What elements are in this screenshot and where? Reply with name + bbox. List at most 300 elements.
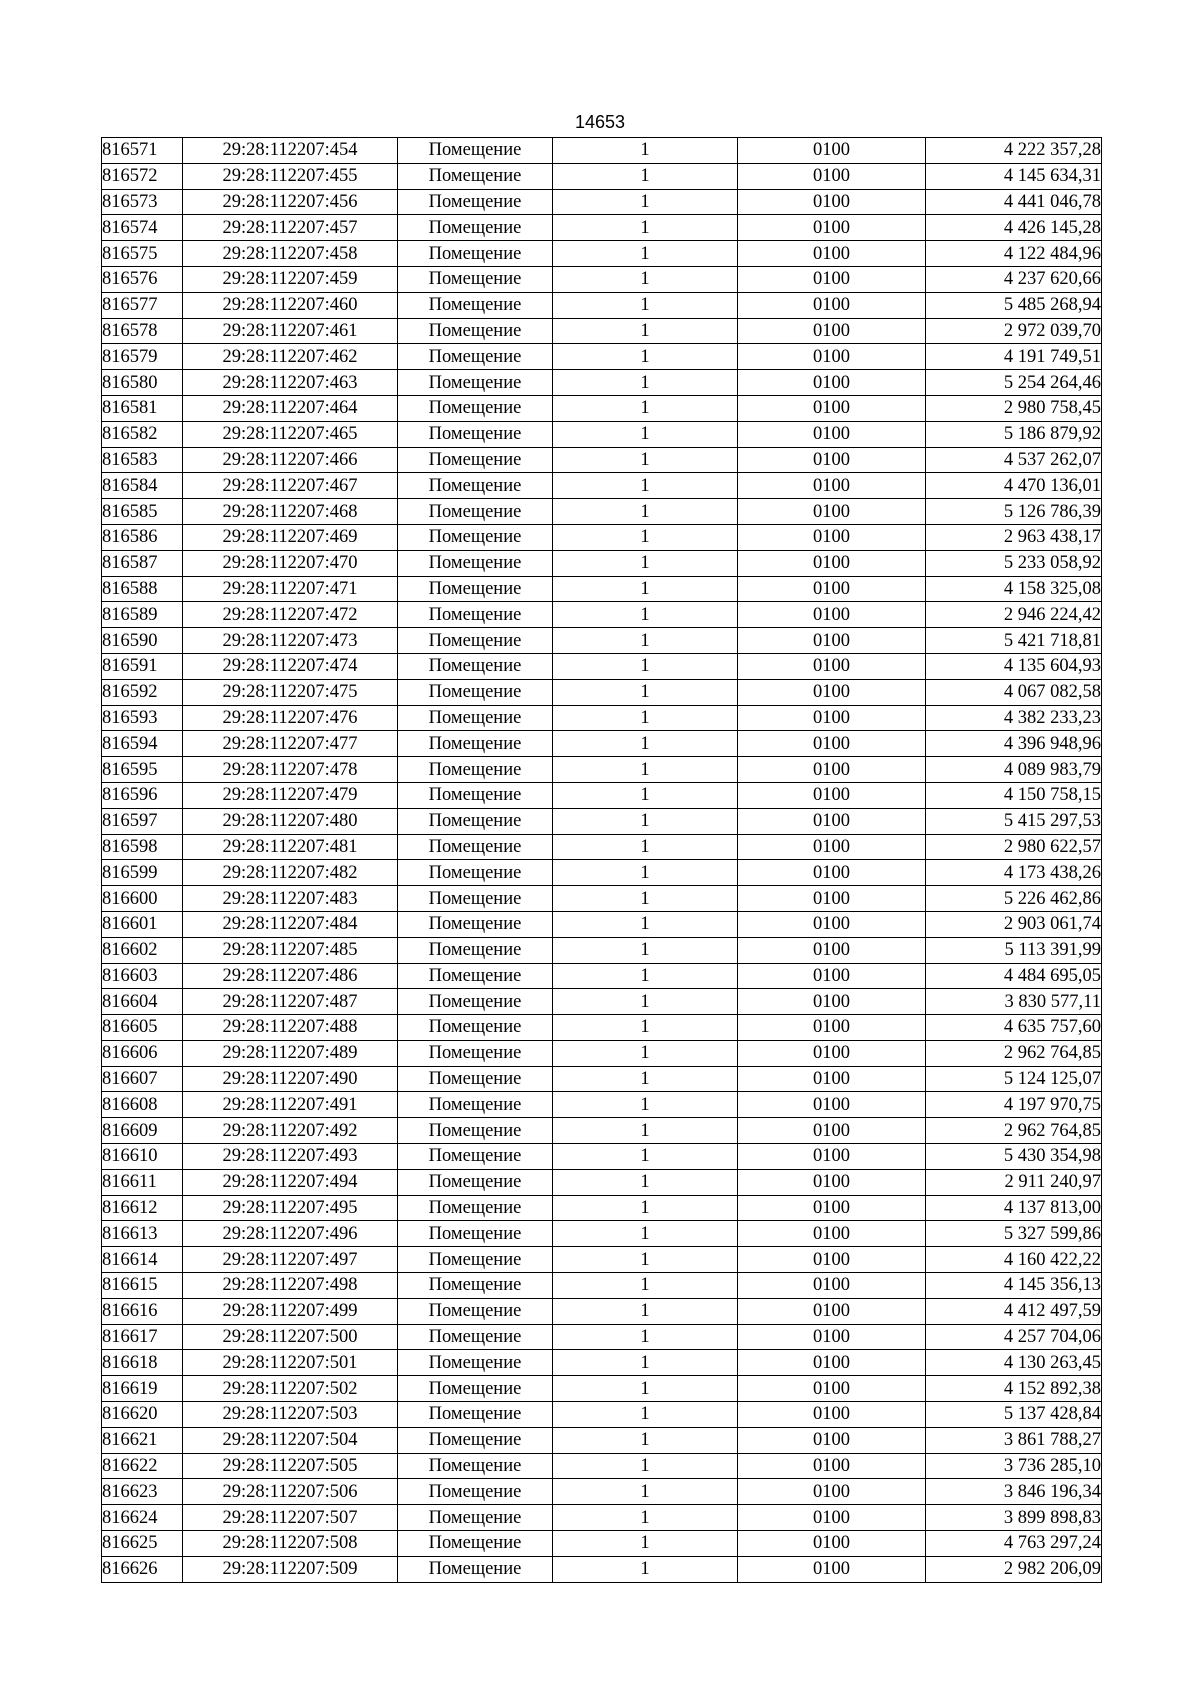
code-cell: 0100: [738, 731, 926, 757]
count-cell: 1: [553, 1015, 738, 1041]
cadastral-number-cell: 29:28:112207:501: [183, 1350, 398, 1376]
row-number-cell: 816588: [102, 576, 183, 602]
count-cell: 1: [553, 731, 738, 757]
object-type-cell: Помещение: [398, 628, 553, 654]
row-number-cell: 816575: [102, 241, 183, 267]
cadastral-number-cell: 29:28:112207:467: [183, 473, 398, 499]
count-cell: 1: [553, 1118, 738, 1144]
cadastral-value-cell: 2 980 758,45: [926, 395, 1102, 421]
object-type-cell: Помещение: [398, 886, 553, 912]
code-cell: 0100: [738, 1505, 926, 1531]
code-cell: 0100: [738, 679, 926, 705]
object-type-cell: Помещение: [398, 963, 553, 989]
object-type-cell: Помещение: [398, 189, 553, 215]
table-row: [102, 370, 1102, 396]
code-cell: 0100: [738, 215, 926, 241]
row-number-cell: 816573: [102, 189, 183, 215]
cadastral-number-cell: 29:28:112207:497: [183, 1247, 398, 1273]
code-cell: 0100: [738, 860, 926, 886]
row-number-cell: 816610: [102, 1144, 183, 1170]
row-number-cell: 816571: [102, 138, 183, 164]
code-cell: 0100: [738, 757, 926, 783]
object-type-cell: Помещение: [398, 318, 553, 344]
cadastral-value-cell: 4 145 634,31: [926, 163, 1102, 189]
table-row: [102, 1015, 1102, 1041]
row-number-cell: 816599: [102, 860, 183, 886]
cadastral-number-cell: 29:28:112207:459: [183, 266, 398, 292]
object-type-cell: Помещение: [398, 499, 553, 525]
row-number-cell: 816596: [102, 782, 183, 808]
table-row: [102, 550, 1102, 576]
cadastral-number-cell: 29:28:112207:496: [183, 1221, 398, 1247]
cadastral-value-cell: 4 470 136,01: [926, 473, 1102, 499]
row-number-cell: 816625: [102, 1531, 183, 1557]
object-type-cell: Помещение: [398, 1040, 553, 1066]
cadastral-value-cell: 3 736 285,10: [926, 1453, 1102, 1479]
code-cell: 0100: [738, 499, 926, 525]
object-type-cell: Помещение: [398, 679, 553, 705]
row-number-cell: 816607: [102, 1066, 183, 1092]
table-row: [102, 473, 1102, 499]
table-row: [102, 524, 1102, 550]
cadastral-value-cell: 5 126 786,39: [926, 499, 1102, 525]
cadastral-value-cell: 4 382 233,23: [926, 705, 1102, 731]
cadastral-value-cell: 4 257 704,06: [926, 1324, 1102, 1350]
count-cell: 1: [553, 602, 738, 628]
table-row: [102, 189, 1102, 215]
row-number-cell: 816594: [102, 731, 183, 757]
count-cell: 1: [553, 421, 738, 447]
cadastral-value-cell: 4 484 695,05: [926, 963, 1102, 989]
cadastral-number-cell: 29:28:112207:462: [183, 344, 398, 370]
count-cell: 1: [553, 1298, 738, 1324]
cadastral-value-cell: 4 173 438,26: [926, 860, 1102, 886]
cadastral-number-cell: 29:28:112207:479: [183, 782, 398, 808]
code-cell: 0100: [738, 447, 926, 473]
object-type-cell: Помещение: [398, 653, 553, 679]
count-cell: 1: [553, 1273, 738, 1299]
row-number-cell: 816605: [102, 1015, 183, 1041]
table-row: [102, 705, 1102, 731]
cadastral-value-cell: 4 396 948,96: [926, 731, 1102, 757]
code-cell: 0100: [738, 886, 926, 912]
cadastral-value-cell: 5 233 058,92: [926, 550, 1102, 576]
table-row: [102, 1402, 1102, 1428]
cadastral-number-cell: 29:28:112207:480: [183, 808, 398, 834]
cadastral-value-cell: 4 135 604,93: [926, 653, 1102, 679]
count-cell: 1: [553, 1350, 738, 1376]
count-cell: 1: [553, 344, 738, 370]
code-cell: 0100: [738, 937, 926, 963]
row-number-cell: 816589: [102, 602, 183, 628]
row-number-cell: 816591: [102, 653, 183, 679]
code-cell: 0100: [738, 1453, 926, 1479]
table-row: [102, 679, 1102, 705]
cadastral-number-cell: 29:28:112207:486: [183, 963, 398, 989]
object-type-cell: Помещение: [398, 163, 553, 189]
cadastral-number-cell: 29:28:112207:487: [183, 989, 398, 1015]
table-row: [102, 1092, 1102, 1118]
cadastral-value-cell: 2 963 438,17: [926, 524, 1102, 550]
row-number-cell: 816606: [102, 1040, 183, 1066]
table-row: [102, 1169, 1102, 1195]
cadastral-value-cell: 5 137 428,84: [926, 1402, 1102, 1428]
object-type-cell: Помещение: [398, 138, 553, 164]
table-row: [102, 344, 1102, 370]
object-type-cell: Помещение: [398, 370, 553, 396]
object-type-cell: Помещение: [398, 473, 553, 499]
object-type-cell: Помещение: [398, 705, 553, 731]
count-cell: 1: [553, 679, 738, 705]
code-cell: 0100: [738, 1092, 926, 1118]
table-row: [102, 1376, 1102, 1402]
code-cell: 0100: [738, 524, 926, 550]
object-type-cell: Помещение: [398, 1092, 553, 1118]
cadastral-number-cell: 29:28:112207:494: [183, 1169, 398, 1195]
row-number-cell: 816579: [102, 344, 183, 370]
cadastral-number-cell: 29:28:112207:481: [183, 834, 398, 860]
code-cell: 0100: [738, 550, 926, 576]
cadastral-value-cell: 4 122 484,96: [926, 241, 1102, 267]
cadastral-value-cell: 4 130 263,45: [926, 1350, 1102, 1376]
object-type-cell: Помещение: [398, 1195, 553, 1221]
table-row: [102, 499, 1102, 525]
row-number-cell: 816618: [102, 1350, 183, 1376]
code-cell: 0100: [738, 370, 926, 396]
cadastral-number-cell: 29:28:112207:463: [183, 370, 398, 396]
row-number-cell: 816623: [102, 1479, 183, 1505]
count-cell: 1: [553, 1427, 738, 1453]
cadastral-value-cell: 5 254 264,46: [926, 370, 1102, 396]
cadastral-number-cell: 29:28:112207:483: [183, 886, 398, 912]
code-cell: 0100: [738, 1350, 926, 1376]
object-type-cell: Помещение: [398, 1169, 553, 1195]
code-cell: 0100: [738, 911, 926, 937]
cadastral-number-cell: 29:28:112207:484: [183, 911, 398, 937]
count-cell: 1: [553, 1066, 738, 1092]
count-cell: 1: [553, 576, 738, 602]
cadastral-value-cell: 4 635 757,60: [926, 1015, 1102, 1041]
count-cell: 1: [553, 292, 738, 318]
object-type-cell: Помещение: [398, 1273, 553, 1299]
object-type-cell: Помещение: [398, 266, 553, 292]
count-cell: 1: [553, 937, 738, 963]
count-cell: 1: [553, 499, 738, 525]
table-row: [102, 1195, 1102, 1221]
code-cell: 0100: [738, 473, 926, 499]
code-cell: 0100: [738, 782, 926, 808]
table-row: [102, 421, 1102, 447]
object-type-cell: Помещение: [398, 731, 553, 757]
cadastral-number-cell: 29:28:112207:464: [183, 395, 398, 421]
count-cell: 1: [553, 1092, 738, 1118]
code-cell: 0100: [738, 1402, 926, 1428]
row-number-cell: 816626: [102, 1556, 183, 1582]
count-cell: 1: [553, 1144, 738, 1170]
table-row: [102, 576, 1102, 602]
cadastral-value-cell: 4 150 758,15: [926, 782, 1102, 808]
object-type-cell: Помещение: [398, 395, 553, 421]
cadastral-number-cell: 29:28:112207:460: [183, 292, 398, 318]
table-row: [102, 731, 1102, 757]
object-type-cell: Помещение: [398, 1066, 553, 1092]
code-cell: 0100: [738, 1479, 926, 1505]
code-cell: 0100: [738, 318, 926, 344]
cadastral-number-cell: 29:28:112207:466: [183, 447, 398, 473]
table-row: [102, 1479, 1102, 1505]
code-cell: 0100: [738, 189, 926, 215]
cadastral-value-cell: 4 158 325,08: [926, 576, 1102, 602]
object-type-cell: Помещение: [398, 1144, 553, 1170]
cadastral-value-cell: 5 421 718,81: [926, 628, 1102, 654]
code-cell: 0100: [738, 421, 926, 447]
code-cell: 0100: [738, 1556, 926, 1582]
cadastral-value-cell: 4 197 970,75: [926, 1092, 1102, 1118]
count-cell: 1: [553, 395, 738, 421]
object-type-cell: Помещение: [398, 757, 553, 783]
cadastral-number-cell: 29:28:112207:470: [183, 550, 398, 576]
count-cell: 1: [553, 782, 738, 808]
table-row: [102, 602, 1102, 628]
row-number-cell: 816611: [102, 1169, 183, 1195]
row-number-cell: 816597: [102, 808, 183, 834]
cadastral-number-cell: 29:28:112207:472: [183, 602, 398, 628]
table-row: [102, 1350, 1102, 1376]
table-row: [102, 628, 1102, 654]
count-cell: 1: [553, 1505, 738, 1531]
table-row: [102, 782, 1102, 808]
cadastral-number-cell: 29:28:112207:498: [183, 1273, 398, 1299]
row-number-cell: 816620: [102, 1402, 183, 1428]
cadastral-value-cell: 4 152 892,38: [926, 1376, 1102, 1402]
code-cell: 0100: [738, 344, 926, 370]
table-row: [102, 860, 1102, 886]
object-type-cell: Помещение: [398, 1221, 553, 1247]
object-type-cell: Помещение: [398, 1118, 553, 1144]
cadastral-value-cell: 4 160 422,22: [926, 1247, 1102, 1273]
object-type-cell: Помещение: [398, 576, 553, 602]
object-type-cell: Помещение: [398, 1298, 553, 1324]
cadastral-number-cell: 29:28:112207:508: [183, 1531, 398, 1557]
cadastral-value-cell: 2 946 224,42: [926, 602, 1102, 628]
code-cell: 0100: [738, 292, 926, 318]
row-number-cell: 816616: [102, 1298, 183, 1324]
count-cell: 1: [553, 318, 738, 344]
cadastral-number-cell: 29:28:112207:507: [183, 1505, 398, 1531]
cadastral-number-cell: 29:28:112207:478: [183, 757, 398, 783]
code-cell: 0100: [738, 834, 926, 860]
count-cell: 1: [553, 653, 738, 679]
code-cell: 0100: [738, 1195, 926, 1221]
object-type-cell: Помещение: [398, 782, 553, 808]
cadastral-number-cell: 29:28:112207:503: [183, 1402, 398, 1428]
table-row: [102, 163, 1102, 189]
row-number-cell: 816585: [102, 499, 183, 525]
cadastral-number-cell: 29:28:112207:490: [183, 1066, 398, 1092]
cadastral-number-cell: 29:28:112207:458: [183, 241, 398, 267]
row-number-cell: 816574: [102, 215, 183, 241]
count-cell: 1: [553, 705, 738, 731]
code-cell: 0100: [738, 1040, 926, 1066]
count-cell: 1: [553, 473, 738, 499]
count-cell: 1: [553, 447, 738, 473]
count-cell: 1: [553, 1453, 738, 1479]
row-number-cell: 816608: [102, 1092, 183, 1118]
cadastral-number-cell: 29:28:112207:492: [183, 1118, 398, 1144]
code-cell: 0100: [738, 1376, 926, 1402]
object-type-cell: Помещение: [398, 292, 553, 318]
row-number-cell: 816580: [102, 370, 183, 396]
code-cell: 0100: [738, 1427, 926, 1453]
cadastral-number-cell: 29:28:112207:465: [183, 421, 398, 447]
row-number-cell: 816624: [102, 1505, 183, 1531]
table-row: [102, 1556, 1102, 1582]
table-row: [102, 1273, 1102, 1299]
table-row: [102, 1118, 1102, 1144]
cadastral-value-cell: 4 237 620,66: [926, 266, 1102, 292]
code-cell: 0100: [738, 1221, 926, 1247]
row-number-cell: 816604: [102, 989, 183, 1015]
object-type-cell: Помещение: [398, 524, 553, 550]
row-number-cell: 816576: [102, 266, 183, 292]
code-cell: 0100: [738, 576, 926, 602]
table-row: [102, 318, 1102, 344]
table-row: [102, 963, 1102, 989]
row-number-cell: 816581: [102, 395, 183, 421]
table-row: [102, 447, 1102, 473]
count-cell: 1: [553, 757, 738, 783]
table-row: [102, 834, 1102, 860]
cadastral-number-cell: 29:28:112207:506: [183, 1479, 398, 1505]
table-row: [102, 808, 1102, 834]
cadastral-value-cell: 2 980 622,57: [926, 834, 1102, 860]
cadastral-number-cell: 29:28:112207:469: [183, 524, 398, 550]
object-type-cell: Помещение: [398, 1324, 553, 1350]
count-cell: 1: [553, 215, 738, 241]
count-cell: 1: [553, 911, 738, 937]
count-cell: 1: [553, 1040, 738, 1066]
cadastral-value-cell: 4 537 262,07: [926, 447, 1102, 473]
count-cell: 1: [553, 1402, 738, 1428]
table-row: [102, 1298, 1102, 1324]
table-row: [102, 1144, 1102, 1170]
cadastral-value-cell: 5 415 297,53: [926, 808, 1102, 834]
object-type-cell: Помещение: [398, 1402, 553, 1428]
object-type-cell: Помещение: [398, 1015, 553, 1041]
object-type-cell: Помещение: [398, 834, 553, 860]
cadastral-value-cell: 5 124 125,07: [926, 1066, 1102, 1092]
cadastral-number-cell: 29:28:112207:473: [183, 628, 398, 654]
cadastral-number-cell: 29:28:112207:504: [183, 1427, 398, 1453]
cadastral-number-cell: 29:28:112207:455: [183, 163, 398, 189]
cadastral-number-cell: 29:28:112207:457: [183, 215, 398, 241]
cadastral-number-cell: 29:28:112207:482: [183, 860, 398, 886]
code-cell: 0100: [738, 1015, 926, 1041]
property-registry-table: [101, 137, 1102, 1583]
code-cell: 0100: [738, 1066, 926, 1092]
count-cell: 1: [553, 1556, 738, 1582]
table-row: [102, 1505, 1102, 1531]
cadastral-number-cell: 29:28:112207:493: [183, 1144, 398, 1170]
table-row: [102, 1531, 1102, 1557]
cadastral-number-cell: 29:28:112207:475: [183, 679, 398, 705]
cadastral-value-cell: 4 763 297,24: [926, 1531, 1102, 1557]
row-number-cell: 816592: [102, 679, 183, 705]
row-number-cell: 816619: [102, 1376, 183, 1402]
row-number-cell: 816593: [102, 705, 183, 731]
row-number-cell: 816614: [102, 1247, 183, 1273]
table-row: [102, 886, 1102, 912]
row-number-cell: 816612: [102, 1195, 183, 1221]
cadastral-value-cell: 3 861 788,27: [926, 1427, 1102, 1453]
cadastral-value-cell: 2 911 240,97: [926, 1169, 1102, 1195]
cadastral-number-cell: 29:28:112207:491: [183, 1092, 398, 1118]
count-cell: 1: [553, 1376, 738, 1402]
count-cell: 1: [553, 550, 738, 576]
row-number-cell: 816595: [102, 757, 183, 783]
cadastral-value-cell: 3 846 196,34: [926, 1479, 1102, 1505]
table-row: [102, 1427, 1102, 1453]
table-row: [102, 266, 1102, 292]
object-type-cell: Помещение: [398, 1556, 553, 1582]
object-type-cell: Помещение: [398, 1531, 553, 1557]
cadastral-value-cell: 5 430 354,98: [926, 1144, 1102, 1170]
count-cell: 1: [553, 1247, 738, 1273]
cadastral-number-cell: 29:28:112207:461: [183, 318, 398, 344]
table-row: [102, 1247, 1102, 1273]
object-type-cell: Помещение: [398, 1376, 553, 1402]
code-cell: 0100: [738, 395, 926, 421]
table-row: [102, 138, 1102, 164]
count-cell: 1: [553, 963, 738, 989]
row-number-cell: 816600: [102, 886, 183, 912]
code-cell: 0100: [738, 1247, 926, 1273]
table-row: [102, 215, 1102, 241]
count-cell: 1: [553, 241, 738, 267]
cadastral-number-cell: 29:28:112207:471: [183, 576, 398, 602]
cadastral-value-cell: 5 226 462,86: [926, 886, 1102, 912]
table-row: [102, 911, 1102, 937]
count-cell: 1: [553, 266, 738, 292]
row-number-cell: 816572: [102, 163, 183, 189]
count-cell: 1: [553, 163, 738, 189]
cadastral-number-cell: 29:28:112207:456: [183, 189, 398, 215]
table-row: [102, 1221, 1102, 1247]
object-type-cell: Помещение: [398, 550, 553, 576]
count-cell: 1: [553, 1221, 738, 1247]
row-number-cell: 816622: [102, 1453, 183, 1479]
count-cell: 1: [553, 370, 738, 396]
row-number-cell: 816613: [102, 1221, 183, 1247]
row-number-cell: 816609: [102, 1118, 183, 1144]
cadastral-value-cell: 5 327 599,86: [926, 1221, 1102, 1247]
table-row: [102, 1324, 1102, 1350]
count-cell: 1: [553, 860, 738, 886]
cadastral-number-cell: 29:28:112207:509: [183, 1556, 398, 1582]
code-cell: 0100: [738, 653, 926, 679]
cadastral-value-cell: 4 426 145,28: [926, 215, 1102, 241]
object-type-cell: Помещение: [398, 1453, 553, 1479]
code-cell: 0100: [738, 628, 926, 654]
table-row: [102, 1066, 1102, 1092]
cadastral-number-cell: 29:28:112207:477: [183, 731, 398, 757]
row-number-cell: 816598: [102, 834, 183, 860]
row-number-cell: 816584: [102, 473, 183, 499]
count-cell: 1: [553, 989, 738, 1015]
table-row: [102, 1453, 1102, 1479]
cadastral-value-cell: 4 145 356,13: [926, 1273, 1102, 1299]
count-cell: 1: [553, 1195, 738, 1221]
